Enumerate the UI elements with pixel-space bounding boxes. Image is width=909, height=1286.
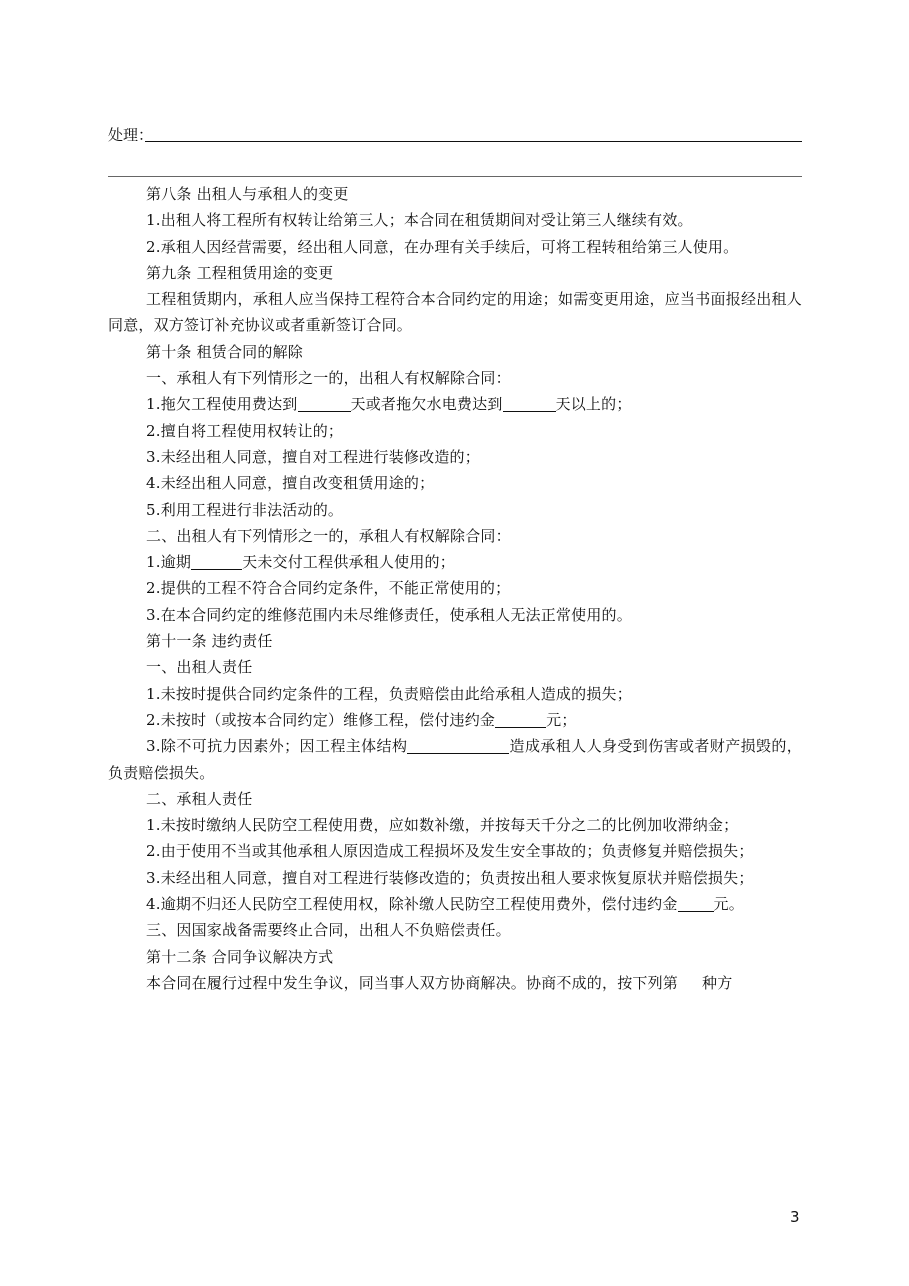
article-11-part-1-item-1: 1.未按时提供合同约定条件的工程，负责赔偿由此给承租人造成的损失；	[146, 684, 632, 703]
article-11-part-2-item-4	[108, 891, 802, 917]
article-10-part-1-item-2: 2.擅自将工程使用权转让的；	[146, 421, 344, 440]
article-10-part-2: 二、出租人有下列情形之一的，承租人有权解除合同：	[146, 526, 511, 545]
article-11-heading: 第十一条 违约责任	[146, 632, 273, 651]
article-8-clause-2: 2.承租人因经营需要，经出租人同意，在办理有关手续后，可将工程转租给第三人使用。	[146, 237, 739, 256]
article-10-part-2-item-1	[108, 549, 802, 575]
article-12-heading: 第十二条 合同争议解决方式	[146, 947, 334, 966]
article-10-part-1: 一、承租人有下列情形之一的，出租人有权解除合同：	[146, 369, 511, 388]
article-10-part-1-item-3: 3.未经出租人同意，擅自对工程进行装修改造的；	[146, 447, 480, 466]
article-10-part-1-item-4: 4.未经出租人同意，擅自改变租赁用途的；	[146, 474, 435, 493]
handle-fill-line	[145, 141, 802, 142]
text-segment: 元。	[713, 895, 744, 914]
text-segment: 天未交付工程供承租人使用的；	[242, 553, 455, 572]
article-10-heading: 第十条 租赁合同的解除	[146, 342, 303, 361]
article-8-clause-1: 1.出租人将工程所有权转让给第三人；本合同在租赁期间对受让第三人继续有效。	[146, 211, 693, 230]
article-10-part-2-item-3: 3.在本合同约定的维修范围内未尽维修责任，使承租人无法正常使用的。	[146, 605, 632, 624]
article-10-part-1-item-5: 5.利用工程进行非法活动的。	[146, 500, 344, 519]
blank-days-overdue	[191, 552, 242, 570]
text-segment: 元；	[546, 710, 577, 729]
text-segment: 天或者拖欠水电费达到	[350, 395, 503, 414]
article-11-part-1: 一、出租人责任	[146, 658, 253, 677]
article-11-part-1-item-3	[108, 733, 802, 786]
contract-body	[108, 181, 802, 996]
article-12-text	[108, 970, 802, 996]
text-segment: 造成承租人人身受到伤害或者财产损毁的，负责赔偿损失。	[108, 737, 802, 782]
article-10-part-2-item-2: 2.提供的工程不符合合同约定条件，不能正常使用的；	[146, 579, 511, 598]
handle-field	[108, 124, 802, 146]
text-segment: 2.未按时（或按本合同约定）维修工程，偿付违约金	[146, 710, 496, 729]
blank-days-utility	[503, 394, 556, 412]
article-10-part-1-item-1	[108, 391, 802, 417]
blank-days-fee	[298, 394, 351, 412]
article-11-part-3: 三、因国家战备需要终止合同，出租人不负赔偿责任。	[146, 921, 511, 940]
article-11-part-2-item-2: 2.由于使用不当或其他承租人原因造成工程损坏及发生安全事故的；负责修复并赔偿损失；	[146, 842, 754, 861]
blank-penalty-amount-2	[678, 894, 714, 912]
page-number: 3	[790, 1208, 800, 1226]
article-9-heading: 第九条 工程租赁用途的变更	[146, 263, 334, 282]
section-divider	[108, 176, 802, 177]
text-segment: 4.逾期不归还人民防空工程使用权，除补缴人民防空工程使用费外，偿付违约金	[146, 895, 678, 914]
text-segment: 种方	[702, 973, 733, 992]
handle-label: 处理：	[108, 126, 154, 144]
article-11-part-2-item-1: 1.未按时缴纳人民防空工程使用费，应如数补缴，并按每天千分之二的比例加收滞纳金；	[146, 816, 739, 835]
article-9-text: 工程租赁期内，承租人应当保持工程符合本合同约定的用途；如需变更用途，应当书面报经出租人同意，双方签订补充协议或者重新签订合同。	[108, 290, 802, 335]
text-segment: 3.除不可抗力因素外；因工程主体结构	[146, 737, 408, 756]
text-segment: 1.拖欠工程使用费达到	[146, 395, 298, 414]
text-segment: 1.逾期	[146, 553, 192, 572]
article-8-heading: 第八条 出租人与承租人的变更	[146, 185, 349, 203]
article-11-part-1-item-2	[108, 707, 802, 733]
text-segment: 本合同在履行过程中发生争议，同当事人双方协商解决。协商不成的，按下列第	[146, 973, 679, 992]
text-segment: 天以上的；	[555, 395, 632, 414]
blank-penalty-amount	[495, 710, 546, 728]
article-11-part-2-item-3: 3.未经出租人同意，擅自对工程进行装修改造的；负责按出租人要求恢复原状并赔偿损失；	[146, 868, 754, 887]
blank-structure	[407, 736, 509, 754]
article-11-part-2: 二、承租人责任	[146, 789, 253, 808]
